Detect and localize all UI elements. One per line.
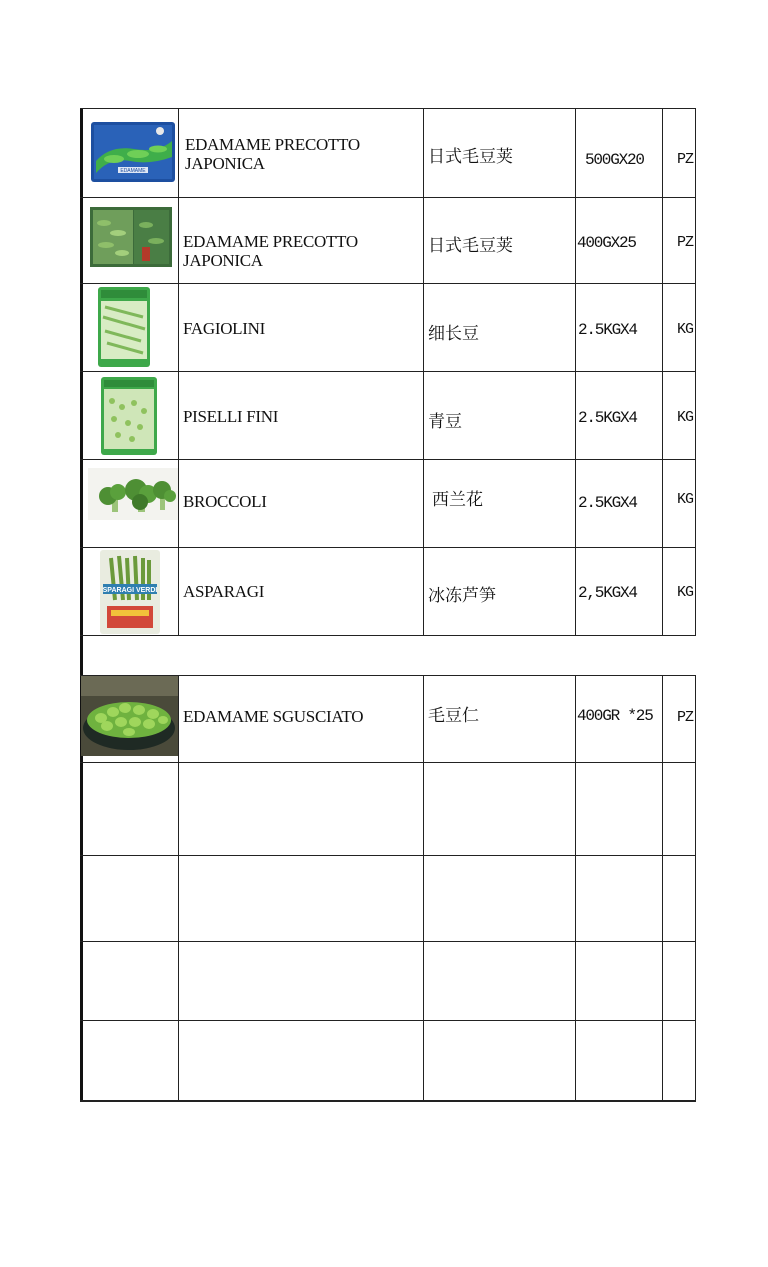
peas-bag-icon — [100, 377, 158, 455]
shelled-edamame-bowl-icon — [81, 676, 178, 756]
pack-cell — [576, 198, 663, 283]
edamame-clear-bag-icon — [90, 207, 172, 267]
pack-cell — [576, 460, 663, 547]
product-name: FAGIOLINI — [183, 319, 265, 338]
unit-cell — [663, 284, 696, 371]
pack-cell — [576, 676, 663, 762]
empty-cell — [663, 763, 696, 855]
product-chinese-name: 冰冻芦笋 — [428, 586, 496, 606]
empty-row — [80, 855, 696, 941]
empty-cell — [663, 942, 696, 1020]
product-unit: PZ — [676, 234, 693, 251]
unit-cell — [663, 372, 696, 459]
empty-cell — [179, 1021, 424, 1102]
product-pack: 2.5KGX4 — [578, 321, 637, 339]
product-chinese-name: 毛豆仁 — [428, 706, 479, 726]
broccoli-icon — [88, 468, 178, 520]
empty-cell — [576, 942, 663, 1020]
table-row — [80, 283, 696, 371]
empty-cell — [663, 1021, 696, 1102]
empty-cell — [576, 763, 663, 855]
empty-row — [80, 941, 696, 1020]
table-row — [80, 197, 696, 283]
chinese-cell — [424, 548, 576, 635]
image-cell — [80, 676, 179, 762]
table-row — [80, 371, 696, 459]
product-chinese-name: 细长豆 — [428, 324, 479, 344]
unit-cell — [663, 109, 696, 197]
empty-cell — [424, 1021, 576, 1102]
empty-cell — [424, 763, 576, 855]
chinese-cell — [424, 284, 576, 371]
table-row — [80, 108, 696, 197]
chinese-cell — [424, 109, 576, 197]
table-row — [80, 675, 696, 762]
product-unit: KG — [676, 409, 693, 426]
svg-text:SPARAGI VERDI: SPARAGI VERDI — [102, 587, 158, 594]
image-cell — [80, 460, 179, 547]
pack-cell — [576, 548, 663, 635]
table-row — [80, 547, 696, 635]
pack-cell — [576, 284, 663, 371]
image-cell — [80, 198, 179, 283]
image-cell — [80, 284, 179, 371]
empty-cell — [179, 856, 424, 941]
product-name: BROCCOLI — [183, 492, 267, 511]
chinese-cell — [424, 372, 576, 459]
name-cell — [179, 460, 424, 547]
green-beans-bag-icon — [97, 287, 151, 367]
table-row — [80, 459, 696, 547]
product-chinese-name: 西兰花 — [432, 490, 483, 510]
product-pack: 2.5KGX4 — [578, 494, 637, 512]
product-name: EDAMAME PRECOTTO JAPONICA — [183, 232, 358, 270]
empty-cell — [80, 1021, 179, 1102]
name-cell — [179, 548, 424, 635]
edamame-blue-bag-icon — [90, 121, 176, 183]
empty-cell — [80, 763, 179, 855]
chinese-cell — [424, 198, 576, 283]
empty-cell — [179, 942, 424, 1020]
product-unit: PZ — [676, 709, 693, 726]
product-unit: KG — [676, 584, 693, 601]
pack-cell — [576, 372, 663, 459]
name-cell — [179, 284, 424, 371]
product-unit: KG — [676, 491, 693, 508]
empty-cell — [80, 856, 179, 941]
product-pack: 400GR *25 — [577, 707, 653, 725]
empty-cell — [424, 942, 576, 1020]
asparagus-bag-icon — [99, 550, 161, 634]
unit-cell — [663, 198, 696, 283]
unit-cell — [663, 460, 696, 547]
product-name: ASPARAGI — [183, 582, 265, 601]
product-table — [80, 108, 696, 1102]
empty-cell — [663, 856, 696, 941]
spacer-row — [80, 635, 696, 675]
empty-cell — [179, 763, 424, 855]
name-cell — [179, 676, 424, 762]
name-cell — [179, 109, 424, 197]
product-chinese-name: 日式毛豆荚 — [428, 236, 513, 256]
empty-cell — [576, 856, 663, 941]
product-pack: 400GX25 — [577, 234, 636, 252]
empty-cell — [424, 856, 576, 941]
image-cell — [80, 372, 179, 459]
name-cell — [179, 198, 424, 283]
svg-text:EDAMAME: EDAMAME — [120, 168, 146, 174]
empty-row — [80, 762, 696, 855]
chinese-cell — [424, 676, 576, 762]
unit-cell — [663, 548, 696, 635]
product-name: EDAMAME SGUSCIATO — [183, 707, 364, 726]
image-cell — [80, 548, 179, 635]
product-name: EDAMAME PRECOTTO JAPONICA — [185, 135, 360, 173]
empty-cell — [576, 1021, 663, 1102]
empty-cell — [80, 942, 179, 1020]
pack-cell — [576, 109, 663, 197]
image-cell — [80, 109, 179, 197]
chinese-cell — [424, 460, 576, 547]
product-pack: 500GX20 — [585, 151, 644, 169]
product-chinese-name: 日式毛豆荚 — [428, 147, 513, 167]
name-cell — [179, 372, 424, 459]
product-pack: 2,5KGX4 — [578, 584, 637, 602]
product-unit: PZ — [676, 151, 693, 168]
product-unit: KG — [676, 321, 693, 338]
unit-cell — [663, 676, 696, 762]
product-chinese-name: 青豆 — [428, 412, 462, 432]
product-pack: 2.5KGX4 — [578, 409, 637, 427]
empty-row — [80, 1020, 696, 1102]
table-bottom-border — [80, 1100, 696, 1102]
product-name: PISELLI FINI — [183, 407, 279, 426]
